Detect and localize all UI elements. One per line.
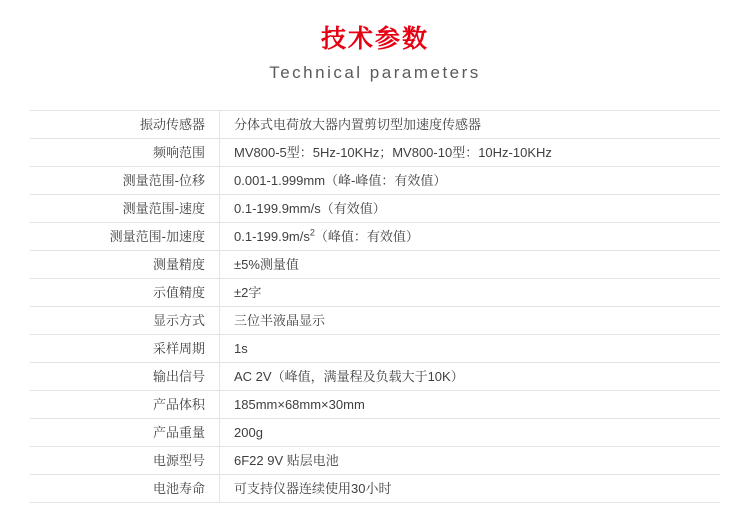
table-row: [30, 363, 720, 391]
spec-label: 显示方式: [30, 307, 220, 335]
spec-value: 1s: [220, 335, 721, 363]
table-row: [30, 279, 720, 307]
spec-value-superscript: 2: [309, 227, 315, 238]
spec-label: 产品体积: [30, 391, 220, 419]
table-row: [30, 391, 720, 419]
spec-label: 测量范围-速度: [30, 195, 220, 223]
spec-label: 频响范围: [30, 139, 220, 167]
spec-value: 0.001-1.999mm（峰-峰值：有效值）: [220, 167, 721, 195]
spec-value: 三位半液晶显示: [220, 307, 721, 335]
spec-value-main: 0.1-199.9m/s: [234, 228, 310, 244]
table-row: [30, 195, 720, 223]
spec-label: 测量范围-加速度: [30, 223, 220, 251]
spec-value: ±5%测量值: [220, 251, 721, 279]
spec-value: 200g: [220, 419, 721, 447]
spec-label: 电源型号: [30, 447, 220, 475]
table-row: [30, 139, 720, 167]
spec-value: 0.1-199.9mm/s（有效值）: [220, 195, 721, 223]
spec-value-tail: （峰值：有效值）: [314, 228, 419, 244]
spec-label: 产品重量: [30, 419, 220, 447]
spec-label: 示值精度: [30, 279, 220, 307]
table-row: [30, 419, 720, 447]
spec-value: 可支持仪器连续使用30小时: [220, 475, 721, 503]
table-row: [30, 223, 720, 251]
page-title-cn: 技术参数: [320, 25, 429, 53]
spec-value: [220, 223, 721, 251]
spec-value: 分体式电荷放大器内置剪切型加速度传感器: [220, 111, 721, 139]
table-row: [30, 307, 720, 335]
page-title-en: Technical parameters: [269, 63, 481, 82]
spec-value: ±2字: [220, 279, 721, 307]
table-row: [30, 475, 720, 503]
spec-label: 测量精度: [30, 251, 220, 279]
spec-value: MV800-5型：5Hz-10KHz；MV800-10型：10Hz-10KHz: [220, 139, 721, 167]
spec-label: 输出信号: [30, 363, 220, 391]
spec-label: 测量范围-位移: [30, 167, 220, 195]
spec-label: 振动传感器: [30, 111, 220, 139]
page-header: [0, 0, 750, 88]
table-row: [30, 447, 720, 475]
specifications-table: [30, 110, 720, 503]
spec-value: 6F22 9V 贴层电池: [220, 447, 721, 475]
specifications-table-body: [30, 111, 720, 503]
table-row: [30, 251, 720, 279]
table-row: [30, 335, 720, 363]
spec-value: AC 2V（峰值，满量程及负载大于10K）: [220, 363, 721, 391]
spec-label: 采样周期: [30, 335, 220, 363]
spec-value: 185mm×68mm×30mm: [220, 391, 721, 419]
table-row: [30, 167, 720, 195]
spec-label: 电池寿命: [30, 475, 220, 503]
table-row: [30, 111, 720, 139]
